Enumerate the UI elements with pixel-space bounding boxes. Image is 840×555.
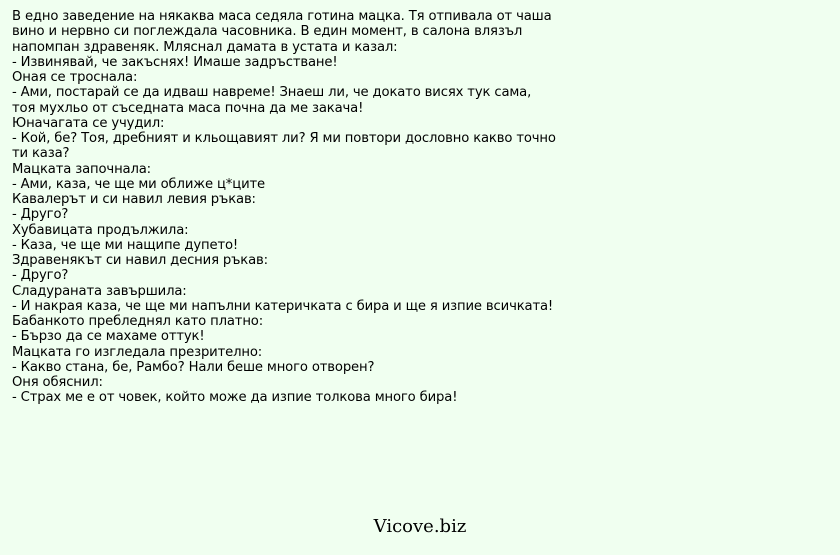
- joke-line: - Бързо да се махаме оттук!: [12, 329, 205, 345]
- joke-line: - Страх ме е от човек, който може да изпие толкова много бира!: [12, 390, 458, 406]
- joke-line: ти каза?: [12, 146, 70, 162]
- joke-line: - Кой, бе? Тоя, дребният и кльощавият ли? Я ми повтори дословно какво точно: [12, 131, 556, 146]
- joke-line: В едно заведение на някаква маса седяла готина мацка. Тя отпивала от чаша: [12, 9, 552, 24]
- joke-line: - Извинявай, че закъснях! Имаше задръстване!: [12, 54, 338, 70]
- joke-line: вино и нервно си поглеждала часовника. В един момент, в салона влязъл: [12, 24, 523, 40]
- joke-line: - Друго?: [12, 207, 69, 223]
- joke-line: напомпан здравеняк. Мляснал дамата в устата и казал:: [12, 39, 398, 55]
- joke-line: Оня обяснил:: [12, 375, 103, 390]
- joke-line: Мацката започнала:: [12, 161, 151, 177]
- joke-line: Кавалерът и си навил левия ръкав:: [12, 192, 256, 207]
- joke-line: Хубавицата продължила:: [12, 222, 189, 238]
- joke-line: тоя мухльо от съседната маса почна да ме закача!: [12, 100, 364, 116]
- joke-line: Оная се троснала:: [12, 70, 138, 85]
- joke-line: Юначагата се учудил:: [12, 115, 165, 131]
- joke-line: Сладураната завършила:: [12, 283, 187, 299]
- joke-line: - Ами, постарай се да идваш навреме! Знаеш ли, че докато висях тук сама,: [12, 85, 532, 101]
- joke-line: Бабанкото пребледнял като платно:: [12, 314, 264, 329]
- joke-line: - Каза, че ще ми нащипе дупето!: [12, 237, 239, 253]
- joke-line: Мацката го изгледала презрително:: [12, 344, 263, 360]
- site-watermark: Vicove.biz: [373, 516, 467, 537]
- joke-line: - Друго?: [12, 268, 69, 284]
- joke-line: Здравенякът си навил десния ръкав:: [12, 253, 268, 268]
- joke-line: - И накрая каза, че ще ми напълни катеричката с бира и ще я изпие всичката!: [12, 298, 554, 314]
- joke-line: - Какво стана, бе, Рамбо? Нали беше много отворен?: [12, 359, 375, 375]
- joke-line: - Ами, каза, че ще ми оближе ц*ците: [12, 176, 265, 192]
- joke-text: [12, 9, 572, 406]
